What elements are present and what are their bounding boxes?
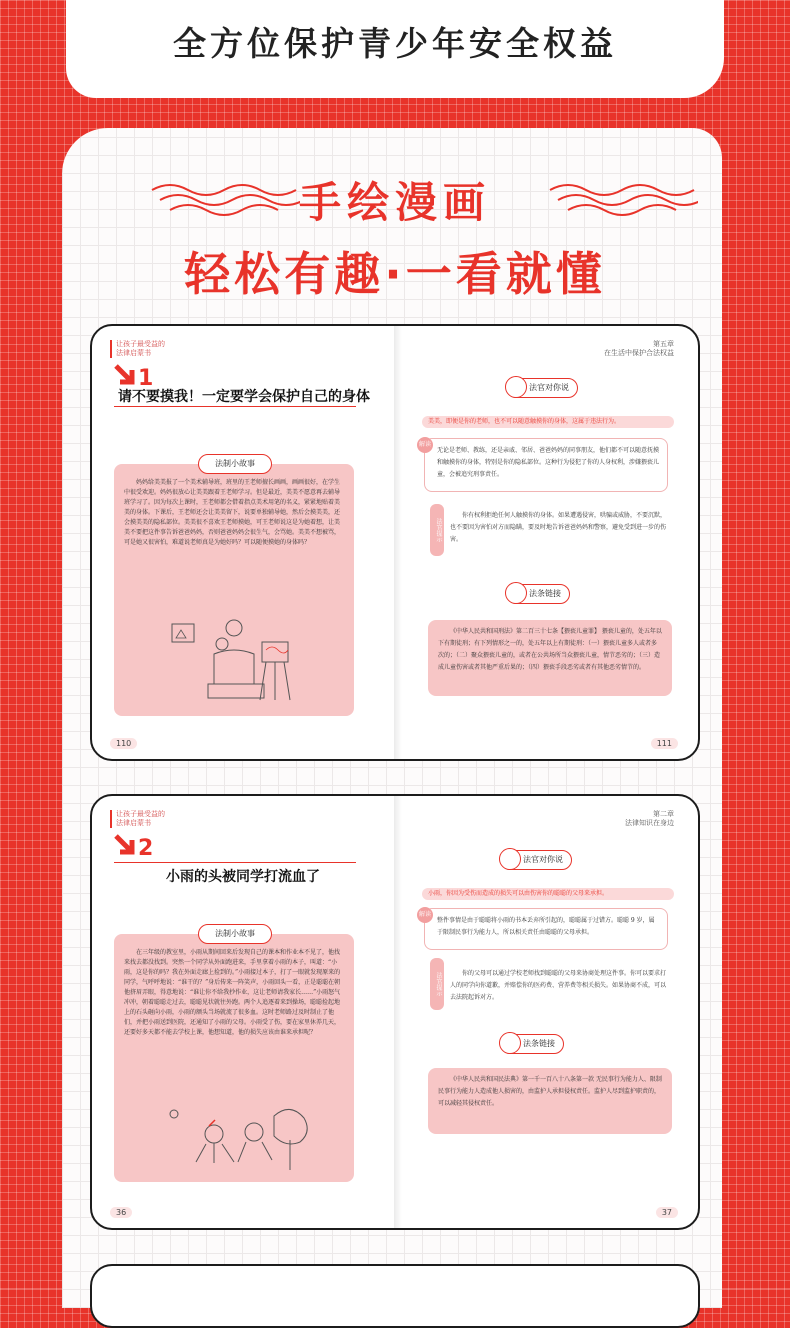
judge-face-icon xyxy=(499,848,521,870)
running-head-left xyxy=(110,340,165,358)
law-link-label: 法条链接 xyxy=(529,589,561,598)
hint-bar: 小雨，你因为受伤而造成的损失可以由伤害你的聪聪的父母来承担。 xyxy=(422,888,674,900)
chapter-name: 法律知识在身边 xyxy=(625,819,674,827)
chapter-title: 小雨的头被同学打流血了 xyxy=(166,869,320,885)
judge-tip-tag: 法官提示 xyxy=(430,504,444,556)
chapter-label: 第二章 xyxy=(653,810,674,818)
sketch-illustration xyxy=(154,1104,314,1178)
banner-title: 全方位保护青少年安全权益 xyxy=(173,24,617,63)
law-link-pill xyxy=(500,1034,564,1054)
story-box xyxy=(114,929,354,1182)
title-underline xyxy=(114,406,356,407)
chapter-number: 1 xyxy=(138,366,154,391)
story-box xyxy=(114,459,354,716)
headline-hand-drawn: 手绘漫画 xyxy=(298,178,491,227)
judge-says-pill xyxy=(506,378,578,398)
series-line: 让孩子最受益的 xyxy=(116,810,165,818)
book-spread-2 xyxy=(90,794,700,1230)
running-head-right xyxy=(625,810,674,828)
judge-says-pill xyxy=(500,850,572,870)
judge-face-icon xyxy=(505,582,527,604)
chapter-title: 请不要摸我！一定要学会保护自己的身体 xyxy=(118,389,370,405)
speech-box xyxy=(418,438,668,492)
book-spread-1 xyxy=(90,324,700,761)
book-spread-3 xyxy=(90,1264,700,1328)
speech-box xyxy=(418,908,668,950)
speech-text: 整件事情是由于聪聪将小雨的书本丢弃所引起的，聪聪属于过错方。聪聪 9 岁，属于限制民事行为能力人，所以相关责任由聪聪的父母承担。 xyxy=(437,917,655,936)
judge-says-label: 法官对你说 xyxy=(529,383,569,392)
page-number-left: 36 xyxy=(110,1207,132,1218)
book-spine xyxy=(394,796,402,1228)
title-underline xyxy=(114,862,356,863)
law-box: 《中华人民共和国民法典》第一千一百八十八条第一款 无民事行为能力人、限制民事行为能力人造成他人损害的，由监护人承担侵权责任。监护人尽到监护职责的，可以减轻其侵权责任。 xyxy=(428,1068,672,1134)
judge-says-label: 法官对你说 xyxy=(523,855,563,864)
law-link-pill xyxy=(506,584,570,604)
series-title: 法律启蒙书 xyxy=(116,819,151,827)
top-banner xyxy=(66,0,724,98)
advice-text: 你的父母可以通过学校老师找到聪聪的父母来协商处理这件事。你可以要求打人的同学向你道歉，并赔偿你的医药费、营养费等相关损失。如果协商不成，可以去法院起诉对方。 xyxy=(450,970,667,1001)
chapter-name: 在生活中保护合法权益 xyxy=(604,349,674,357)
headline-easy-fun: 轻松有趣·一看就懂 xyxy=(184,247,606,301)
series-line: 让孩子最受益的 xyxy=(116,340,165,348)
page-number-right: 111 xyxy=(651,738,678,749)
law-link-label: 法条链接 xyxy=(523,1039,555,1048)
page-number-right: 37 xyxy=(656,1207,678,1218)
hint-bar: 美美，即便是你的老师，也不可以随意触摸你的身体，这属于违法行为。 xyxy=(422,416,674,428)
running-head-left xyxy=(110,810,165,828)
chapter-number: 2 xyxy=(138,836,154,861)
running-head-right xyxy=(604,340,674,358)
chapter-label: 第五章 xyxy=(653,340,674,348)
judge-face-icon xyxy=(505,376,527,398)
judge-face-icon xyxy=(499,1032,521,1054)
arrow-icon xyxy=(114,364,136,386)
advice-text: 你有权利拒绝任何人触摸你的身体。如果遭遇侵害，哄骗或威胁，不要沉默，也不要因为害怕对方而隐瞒，要及时地告诉爸爸妈妈和警察，避免受到进一步的伤害。 xyxy=(450,512,667,543)
judge-tip-tag: 法官提示 xyxy=(430,958,444,1010)
story-text: 在三年级的教室里，小雨从期间回来后发现自己的课本和作业本不见了，他找来找去都没找到。突然一个同学从外面跑进来，手里拿着小雨的本子，叫道：“小雨，这是你的吗？我在外面走廊上捡到的。”小雨接过本子，打了一眼就发现原来的同学，气呼呼地说：“谁干的？”身后传来一阵笑声，小雨回头一看，正是聪聪在朝他挤眉弄眼，得意地说：“谁让你不给我抄作业，这让老师请我家长……”小雨怒气冲冲，朝着聪聪走过去，聪聪见状就往外跑。两个人追逐着来到操场，聪聪捡起地上的石头砸向小雨，小雨的额头当场就流了很多血。这时老师路过及时制止了他们，并把小雨送到医院，还通知了小雨的父母。小雨受了伤，要在家里休养几天，还要好多天都不能去学校上课，他想知道，他的损失应该由谁来承担呢？ xyxy=(124,949,341,1036)
series-title: 法律启蒙书 xyxy=(116,349,151,357)
speech-badge: 解读 xyxy=(417,907,433,923)
story-tag: 法制小故事 xyxy=(198,454,272,474)
arrow-icon xyxy=(114,834,136,856)
book-spine xyxy=(394,326,402,759)
speech-badge: 解读 xyxy=(417,437,433,453)
speech-text: 无论是老师、教练，还是亲戚、邻居、爸爸妈妈的同事朋友，他们都不可以随意抚摸和触摸你的身体，特别是你的隐私部位。这种行为侵犯了你的人身权利，涉嫌猥亵儿童，会被追究刑事责任。 xyxy=(437,447,660,478)
story-text: 妈妈给美美报了一个美术辅导班，班里的王老师擅长画画，画画很好，在学生中很受欢迎。妈妈很放心让美美跟着王老师学习。但是最近，美美不愿意再去辅导班学习了。因为每次上课时，王老师都会借着指点美术用笔的名义，紧紧地贴着美美的身体。下课后，王老师还会让美美留下，说要单独辅导她，然后会摸美美，还会摸美美的隐私部位。美美很不喜欢王老师摸她，可王老师说这是为她着想，让美美不要把这件事告诉爸爸妈妈，否则爸爸妈妈会很生气，会骂她。美美不想被骂，可是她又很害怕，难道说老师真是为她好吗？可以随便摸她的身体吗？ xyxy=(124,479,341,546)
story-tag: 法制小故事 xyxy=(198,924,272,944)
sketch-illustration xyxy=(164,614,304,710)
law-box: 《中华人民共和国刑法》第二百三十七条【猥亵儿童罪】 猥亵儿童的，处五年以下有期徒刑；有下列情形之一的，处五年以上有期徒刑：（一）猥亵儿童多人或者多次的；（二）聚众猥亵儿童的，或者在公共场所当众猥亵儿童，情节恶劣的；（三）造成儿童伤害或者其他严重后果的；（四）猥亵手段恶劣或者有其他恶劣情节的。 xyxy=(428,620,672,696)
page-number-left: 110 xyxy=(110,738,137,749)
